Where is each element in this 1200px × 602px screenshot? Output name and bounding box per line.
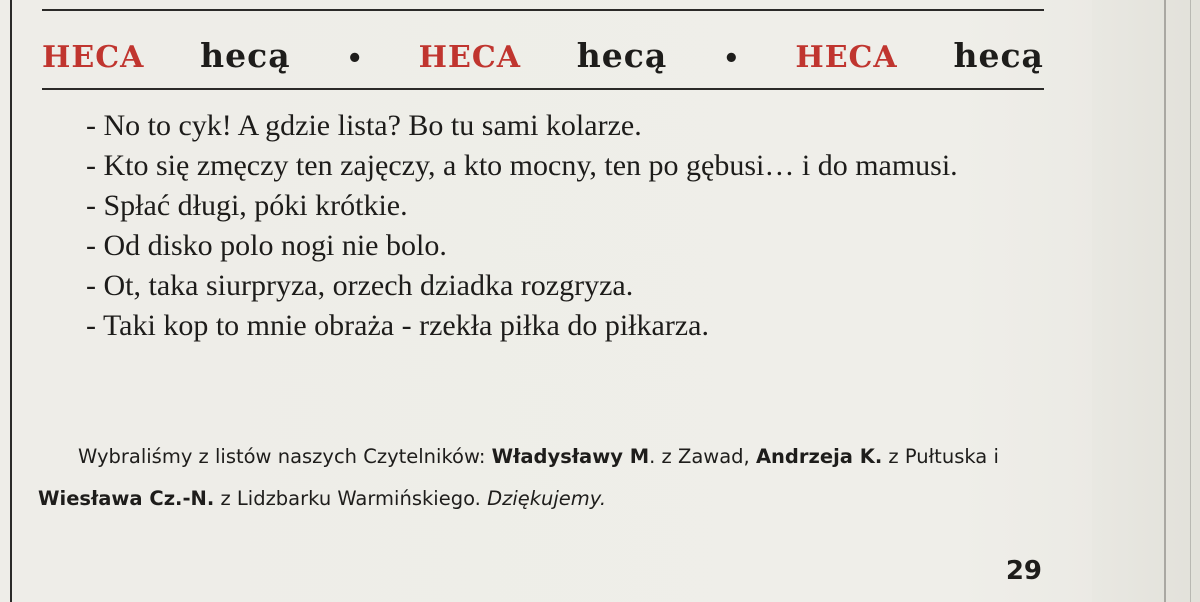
credit-from-2: z Pułtuska i: [882, 445, 999, 468]
header-top-rule: [42, 9, 1044, 11]
banner-upper-3: HECA: [795, 40, 898, 75]
credit-reader-1: Władysławy M: [491, 445, 650, 468]
credit-from-3: z Lidzbarku Warmińskiego.: [214, 487, 488, 510]
credit-paragraph: [38, 436, 1048, 520]
section-banner: [42, 36, 1044, 80]
quote-item: - Spłać długi, póki krótkie.: [86, 189, 408, 222]
quote-item: - Ot, taka siurpryza, orzech dziadka rozgryza.: [86, 269, 634, 302]
left-margin-rule: [10, 0, 12, 602]
banner-lower-2: hecą: [576, 36, 668, 75]
quote-item: - Od disko polo nogi nie bolo.: [86, 229, 447, 262]
credit-reader-2: Andrzeja K.: [755, 445, 883, 468]
banner-lower-1: hecą: [200, 36, 291, 75]
next-page-edge: [1092, 0, 1200, 602]
page-fold-line: [1164, 0, 1166, 602]
quote-list: [86, 106, 1066, 346]
banner-upper-1: HECA: [42, 40, 145, 75]
credit-intro: Wybraliśmy z listów naszych Czytelników:: [78, 445, 492, 468]
quote-item: - Kto się zmęczy ten zajęczy, a kto mocny, ten po gębusi… i do mamusi.: [86, 149, 958, 182]
banner-lower-3: hecą: [953, 36, 1044, 75]
page-number: 29: [1005, 556, 1042, 586]
banner-separator-1: •: [346, 44, 363, 74]
banner-separator-2: •: [722, 44, 740, 74]
quote-item: - Taki kop to mnie obraża - rzekła piłka do piłkarza.: [86, 309, 709, 342]
header-bottom-rule: [42, 88, 1044, 90]
credit-thanks: Dziękujemy.: [487, 487, 607, 510]
quote-item: - No to cyk! A gdzie lista? Bo tu sami kolarze.: [86, 109, 642, 142]
banner-upper-2: HECA: [418, 40, 522, 75]
credit-reader-3: Wiesława Cz.-N.: [38, 487, 215, 510]
credit-from-1: . z Zawad,: [649, 445, 756, 468]
page-fold-line-outer: [1190, 0, 1191, 602]
